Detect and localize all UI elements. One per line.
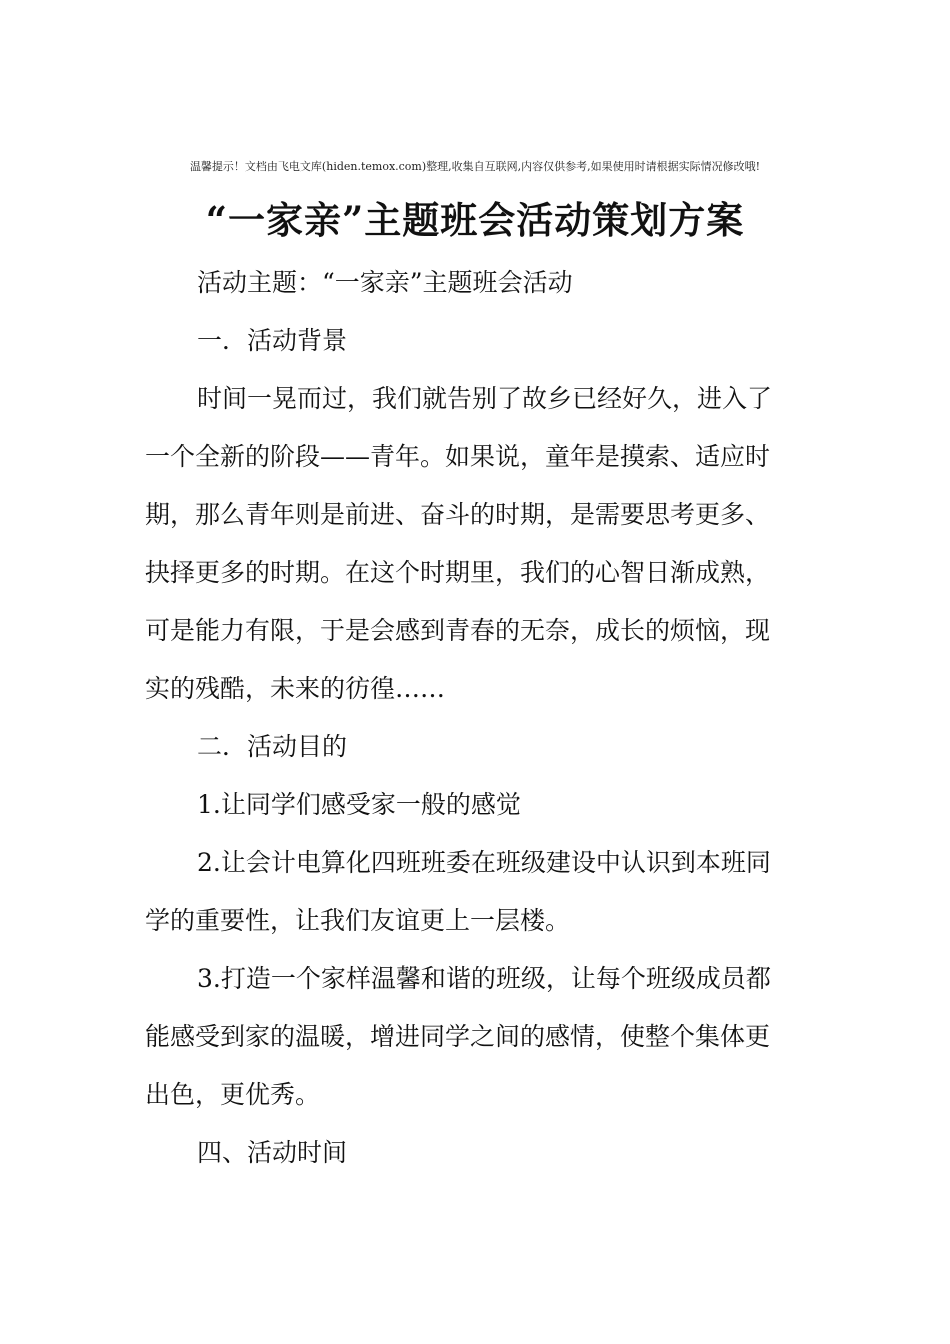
- section-heading-purpose: 二．活动目的: [197, 732, 348, 761]
- purpose-item-2: [145, 834, 807, 950]
- paragraph-line: 期，那么青年则是前进、奋斗的时期，是需要思考更多、: [145, 500, 771, 529]
- header-notice: 温馨提示！文档由飞电文库(hiden.temox.com)整理,收集自互联网,内容仅供参考,如果使用时请根据实际情况修改哦!: [189, 160, 761, 173]
- document-body: [145, 254, 807, 1182]
- paragraph-line: 抉择更多的时期。在这个时期里，我们的心智日渐成熟，: [145, 558, 771, 587]
- document-title: “一家亲”主题班会活动策划方案: [205, 198, 745, 242]
- paragraph-line: 可是能力有限，于是会感到青春的无奈，成长的烦恼，现: [145, 616, 771, 645]
- paragraph-line: 出色，更优秀。: [145, 1080, 321, 1109]
- paragraph-line: 2.让会计电算化四班班委在班级建设中认识到本班同: [197, 848, 771, 877]
- paragraph-line: 能感受到家的温暖，增进同学之间的感情，使整个集体更: [145, 1022, 771, 1051]
- paragraph-line: 学的重要性，让我们友谊更上一层楼。: [145, 906, 571, 935]
- activity-theme: 活动主题：“一家亲”主题班会活动: [197, 268, 573, 297]
- paragraph-line: 时间一晃而过，我们就告别了故乡已经好久，进入了: [197, 384, 773, 413]
- section-heading-time: 四、活动时间: [197, 1138, 348, 1167]
- paragraph-line: 实的残酷，未来的彷徨……: [145, 674, 446, 703]
- background-paragraph: [145, 370, 807, 718]
- paragraph-line: 3.打造一个家样温馨和谐的班级，让每个班级成员都: [197, 964, 771, 993]
- purpose-item-3: [145, 950, 807, 1124]
- purpose-item-1: 1.让同学们感受家一般的感觉: [197, 790, 521, 819]
- paragraph-line: 一个全新的阶段——青年。如果说，童年是摸索、适应时: [145, 442, 771, 471]
- section-heading-background: 一．活动背景: [197, 326, 348, 355]
